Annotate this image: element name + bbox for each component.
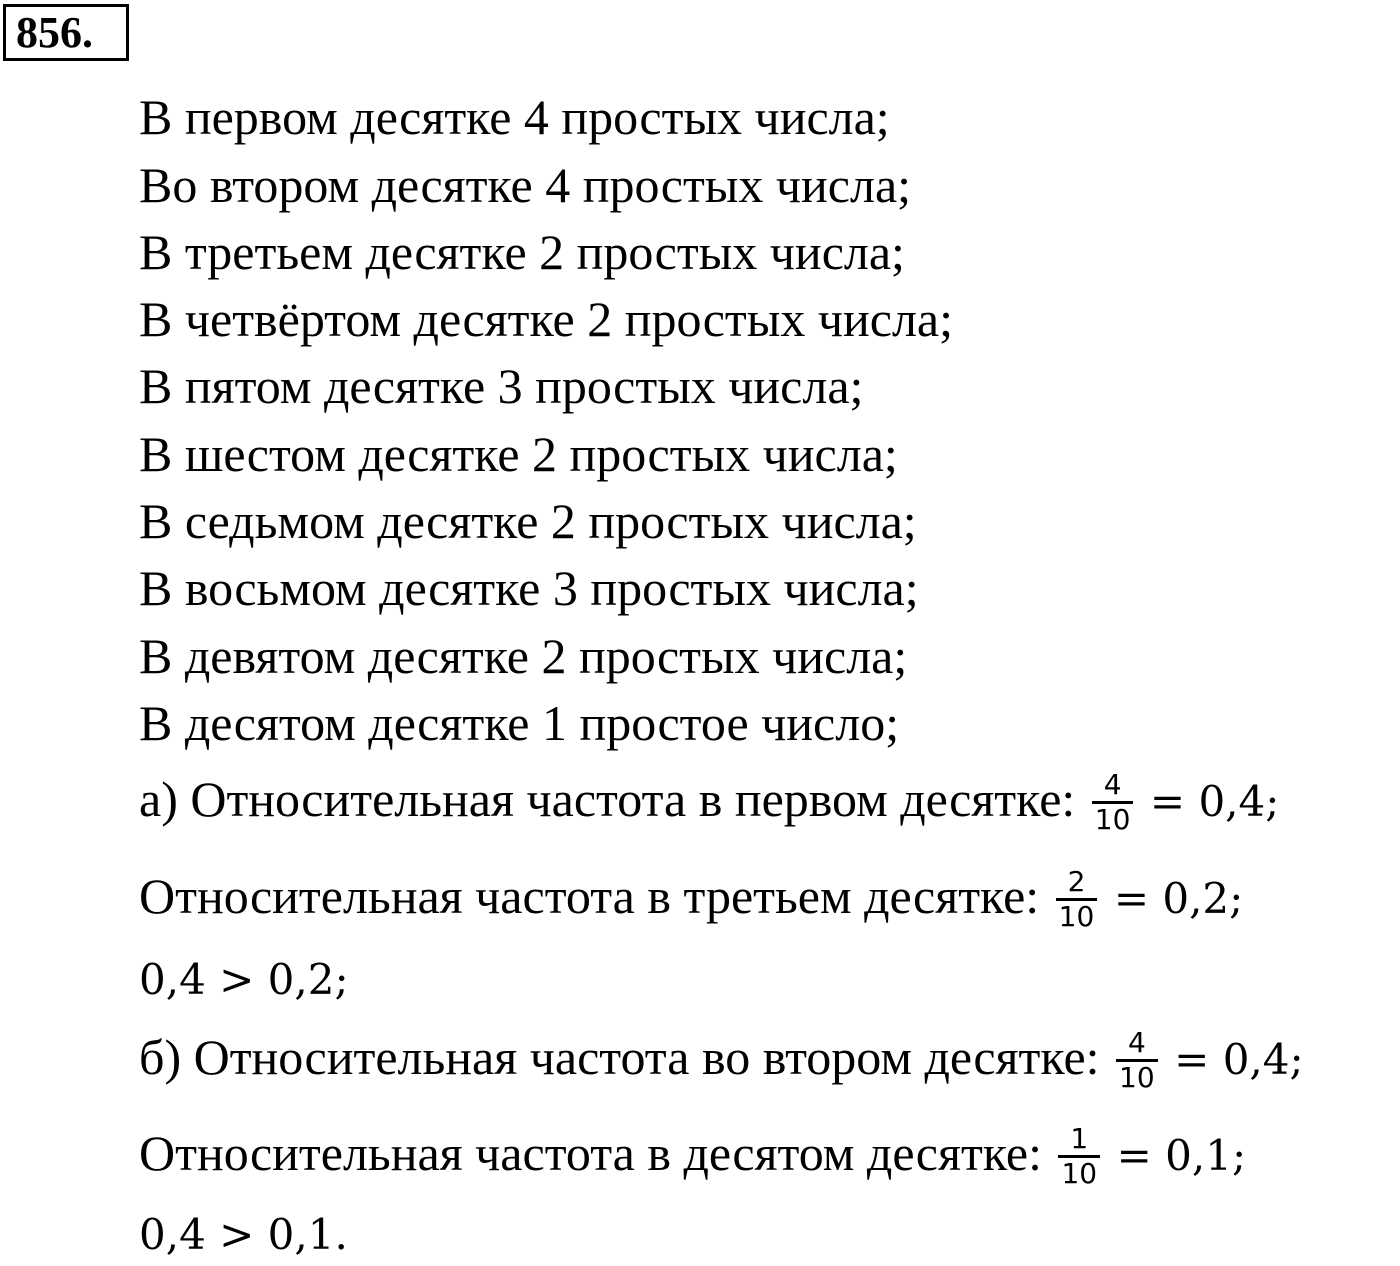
part-a-line-1-result: = 0,4;	[1149, 777, 1280, 826]
text-line-6: В шестом десятке 2 простых числа;	[139, 426, 898, 482]
part-b-line-1	[139, 1028, 1304, 1096]
text-line-4: В четвёртом десятке 2 простых числа;	[139, 291, 953, 347]
part-a-comparison: 0,4 > 0,2;	[139, 955, 349, 1004]
part-b-line-1-text: б) Относительная частота во втором десятке:	[139, 1029, 1100, 1085]
fraction-denominator: 10	[1058, 1155, 1100, 1190]
part-a-line-2	[139, 867, 1243, 935]
fraction-numerator: 4	[1127, 1026, 1146, 1060]
part-b-line-2-result: = 0,1;	[1116, 1131, 1247, 1180]
fraction	[1056, 866, 1098, 933]
part-b-line-1-result: = 0,4;	[1174, 1035, 1304, 1084]
part-b-line-2-text: Относительная частота в десятом десятке:	[139, 1125, 1042, 1181]
text-line-10: В десятом десятке 1 простое число;	[139, 695, 900, 751]
text-line-2: Во втором десятке 4 простых числа;	[139, 157, 912, 213]
part-a-line-2-result: = 0,2;	[1113, 874, 1244, 923]
text-line-5: В пятом десятке 3 простых числа;	[139, 358, 864, 414]
text-line-9: В девятом десятке 2 простых числа;	[139, 628, 908, 684]
fraction	[1058, 1123, 1100, 1190]
text-line-8: В восьмом десятке 3 простых числа;	[139, 560, 919, 616]
fraction-numerator: 1	[1070, 1122, 1089, 1156]
part-b-line-2	[139, 1124, 1246, 1192]
part-a-line-2-text: Относительная частота в третьем десятке:	[139, 868, 1040, 924]
fraction-denominator: 10	[1056, 898, 1098, 933]
fraction-numerator: 4	[1103, 768, 1122, 802]
text-line-1: В первом десятке 4 простых числа;	[139, 89, 890, 145]
fraction-numerator: 2	[1067, 865, 1086, 899]
part-b-comparison: 0,4 > 0,1.	[139, 1210, 348, 1259]
fraction	[1116, 1027, 1158, 1094]
fraction-denominator: 10	[1116, 1059, 1158, 1094]
part-a-line-1	[139, 770, 1279, 838]
part-a-line-1-text: а) Относительная частота в первом десятке:	[139, 771, 1076, 827]
text-line-7: В седьмом десятке 2 простых числа;	[139, 493, 917, 549]
text-line-3: В третьем десятке 2 простых числа;	[139, 224, 905, 280]
fraction-denominator: 10	[1092, 801, 1134, 836]
fraction	[1092, 769, 1134, 836]
problem-number-box: 856.	[3, 4, 129, 61]
